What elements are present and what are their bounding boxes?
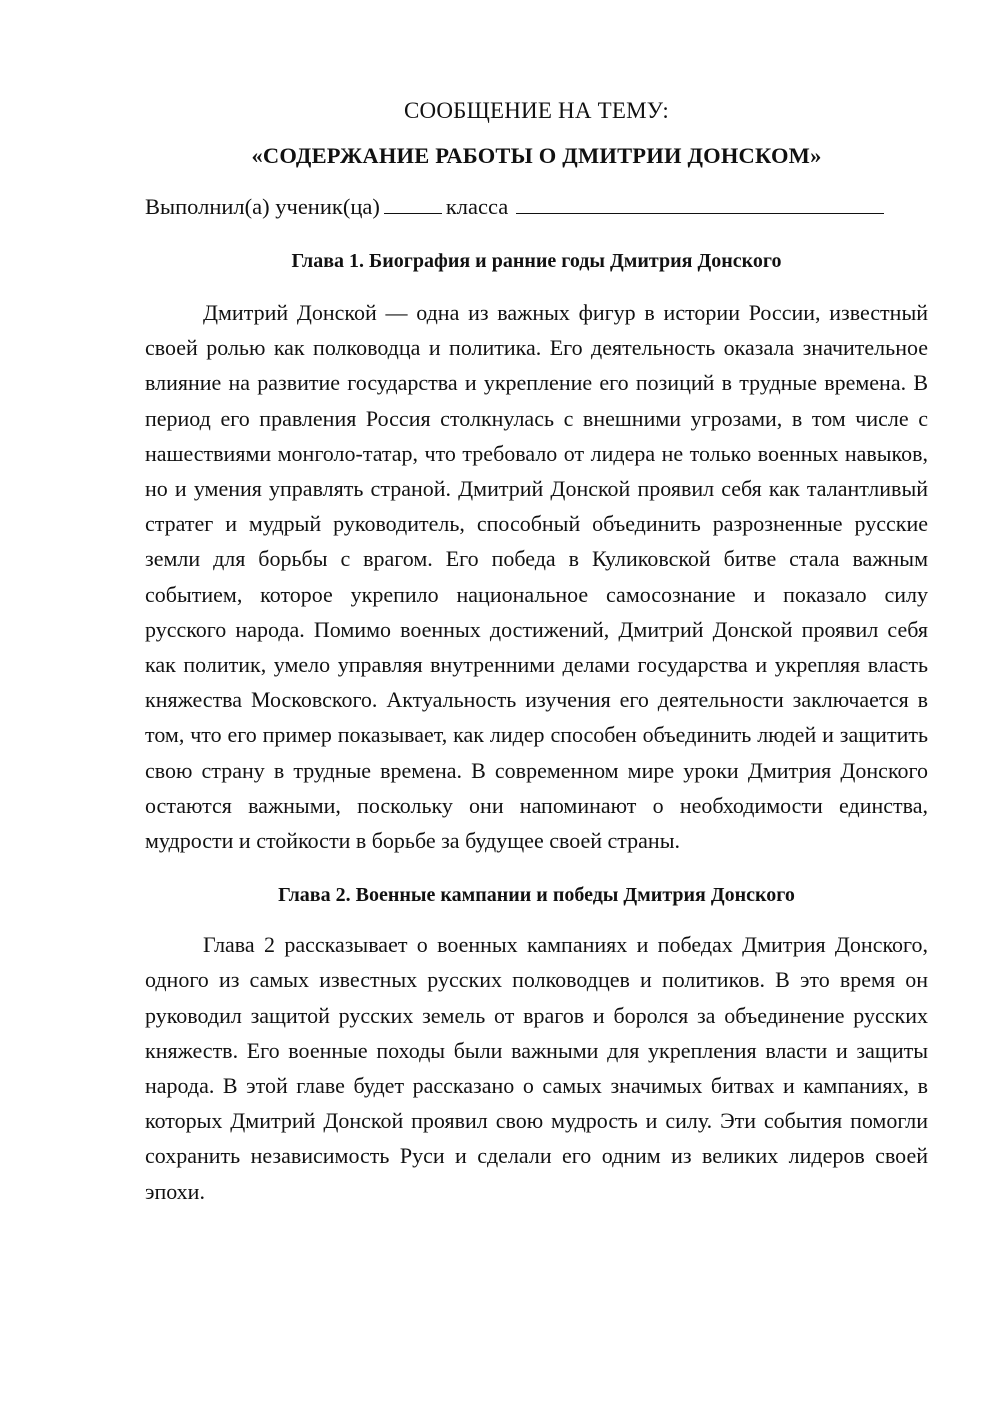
title-line-1: СООБЩЕНИЕ НА ТЕМУ:	[404, 98, 669, 123]
student-prefix: Выполнил(а) ученик(ца)	[145, 194, 380, 219]
chapter-1-text: Дмитрий Донской — одна из важных фигур в истории России, известный своей ролью как полководца и политика. Его деятельность оказала значительное влияние на развитие государства и укрепление его позиций в трудные времена. В период его правления Россия столкнулась с внешними угрозами, в том числе с нашествиями монголо-татар, что требовало от лидера не только военных навыков, но и умения управлять страной. Дмитрий Донской проявил себя как талантливый стратег и мудрый руководитель, способный объединить разрозненные русские земли для борьбы с врагом. Его победа в Куликовской битве стала важным событием, которое укрепило национальное самосознание и показало силу русского народа. Помимо военных достижений, Дмитрий Донской проявил себя как политик, умело управляя внутренними делами государства и укрепляя власть княжества Московского. Актуальность изучения его деятельности заключается в том, что его пример показывает, как лидер способен объединить людей и защитить свою страну в трудные времена. В современном мире уроки Дмитрия Донского остаются важными, поскольку они напоминают о необходимости единства, мудрости и стойкости в борьбе за будущее своей страны.	[145, 300, 928, 854]
chapter-1-heading: Глава 1. Биография и ранние годы Дмитрия Донского	[291, 250, 782, 272]
class-number-blank	[384, 193, 442, 214]
chapter-2-text: Глава 2 рассказывает о военных кампаниях и победах Дмитрия Донского, одного из самых известных русских полководцев и политиков. В это время он руководил защитой русских земель от врагов и боролся за объединение русских княжеств. Его военные походы были важными для укрепления власти и защиты народа. В этой главе будет рассказано о самых значимых битвах и кампаниях, в которых Дмитрий Донской проявил свою мудрость и силу. Эти события помогли сохранить независимость Руси и сделали его одним из великих лидеров своей эпохи.	[145, 932, 928, 1204]
class-word: класса	[445, 194, 509, 219]
student-name-blank	[516, 193, 884, 214]
chapter-2-heading: Глава 2. Военные кампании и победы Дмитрия Донского	[278, 884, 795, 907]
title-line-2: «СОДЕРЖАНИЕ РАБОТЫ О ДМИТРИИ ДОНСКОМ»	[251, 143, 822, 168]
student-line	[145, 190, 928, 224]
